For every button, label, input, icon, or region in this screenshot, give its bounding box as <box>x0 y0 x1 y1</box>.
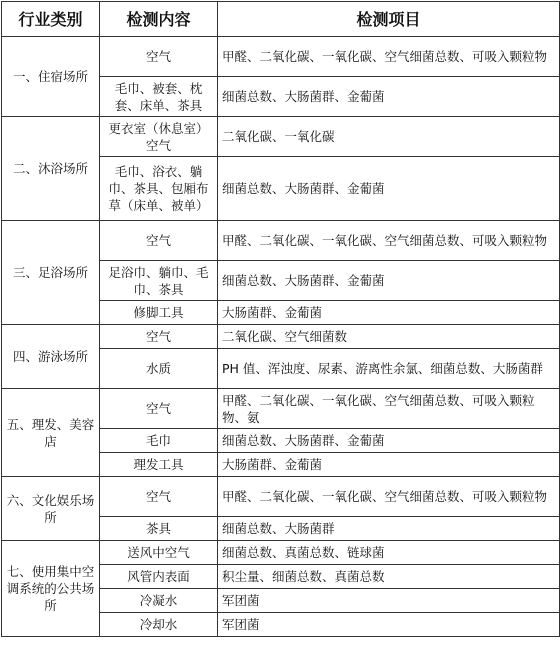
content-cell: 送风中空气 <box>100 541 218 565</box>
table-row <box>2 477 560 517</box>
content-cell: 风管内表面 <box>100 565 218 589</box>
items-cell: 甲醛、二氧化碳、一氧化碳、空气细菌总数、可吸入颗粒物、氨 <box>218 389 560 429</box>
items-cell: 甲醛、二氧化碳、一氧化碳、空气细菌总数、可吸入颗粒物 <box>218 477 560 517</box>
items-cell: 甲醛、二氧化碳、一氧化碳、空气细菌总数、可吸入颗粒物 <box>218 221 560 261</box>
category-cell: 五、理发、美容店 <box>2 389 100 477</box>
table-row <box>2 37 560 77</box>
header-row <box>2 2 560 37</box>
table-row <box>2 117 560 157</box>
items-cell: PH 值、浑浊度、尿素、游离性余氯、细菌总数、大肠菌群 <box>218 349 560 389</box>
items-cell: 二氧化碳、一氧化碳 <box>218 117 560 157</box>
items-cell: 细菌总数、大肠菌群 <box>218 517 560 541</box>
category-cell: 三、足浴场所 <box>2 221 100 325</box>
table-body <box>2 37 560 637</box>
content-cell: 足浴巾、躺巾、毛巾、茶具 <box>100 261 218 301</box>
content-cell: 冷却水 <box>100 613 218 637</box>
inspection-table <box>1 1 560 637</box>
category-cell: 四、游泳场所 <box>2 325 100 389</box>
table-row <box>2 389 560 429</box>
content-cell: 空气 <box>100 37 218 77</box>
header-category: 行业类别 <box>2 2 100 37</box>
items-cell: 甲醛、二氧化碳、一氧化碳、空气细菌总数、可吸入颗粒物 <box>218 37 560 77</box>
category-cell: 一、住宿场所 <box>2 37 100 117</box>
header-items: 检测项目 <box>218 2 560 37</box>
items-cell: 二氧化碳、空气细菌数 <box>218 325 560 349</box>
content-cell: 冷凝水 <box>100 589 218 613</box>
content-cell: 空气 <box>100 221 218 261</box>
category-cell: 二、沐浴场所 <box>2 117 100 221</box>
content-cell: 空气 <box>100 325 218 349</box>
content-cell: 水质 <box>100 349 218 389</box>
items-cell: 军团菌 <box>218 613 560 637</box>
table-row <box>2 221 560 261</box>
items-cell: 大肠菌群、金葡菌 <box>218 453 560 477</box>
items-cell: 细菌总数、大肠菌群、金葡菌 <box>218 261 560 301</box>
items-cell: 军团菌 <box>218 589 560 613</box>
table-row <box>2 325 560 349</box>
content-cell: 茶具 <box>100 517 218 541</box>
content-cell: 理发工具 <box>100 453 218 477</box>
items-cell: 细菌总数、真菌总数、链球菌 <box>218 541 560 565</box>
content-cell: 更衣室（休息室）空气 <box>100 117 218 157</box>
items-cell: 积尘量、细菌总数、真菌总数 <box>218 565 560 589</box>
content-cell: 修脚工具 <box>100 301 218 325</box>
items-cell: 细菌总数、大肠菌群、金葡菌 <box>218 77 560 117</box>
header-content: 检测内容 <box>100 2 218 37</box>
items-cell: 细菌总数、大肠菌群、金葡菌 <box>218 157 560 221</box>
content-cell: 毛巾、被套、枕套、床单、茶具 <box>100 77 218 117</box>
items-cell: 细菌总数、大肠菌群、金葡菌 <box>218 429 560 453</box>
content-cell: 毛巾、浴衣、躺巾、茶具、包厢布草（床单、被单） <box>100 157 218 221</box>
content-cell: 空气 <box>100 389 218 429</box>
category-cell: 七、使用集中空调系统的公共场所 <box>2 541 100 637</box>
content-cell: 空气 <box>100 477 218 517</box>
table-row <box>2 541 560 565</box>
content-cell: 毛巾 <box>100 429 218 453</box>
category-cell: 六、文化娱乐场所 <box>2 477 100 541</box>
items-cell: 大肠菌群、金葡菌 <box>218 301 560 325</box>
